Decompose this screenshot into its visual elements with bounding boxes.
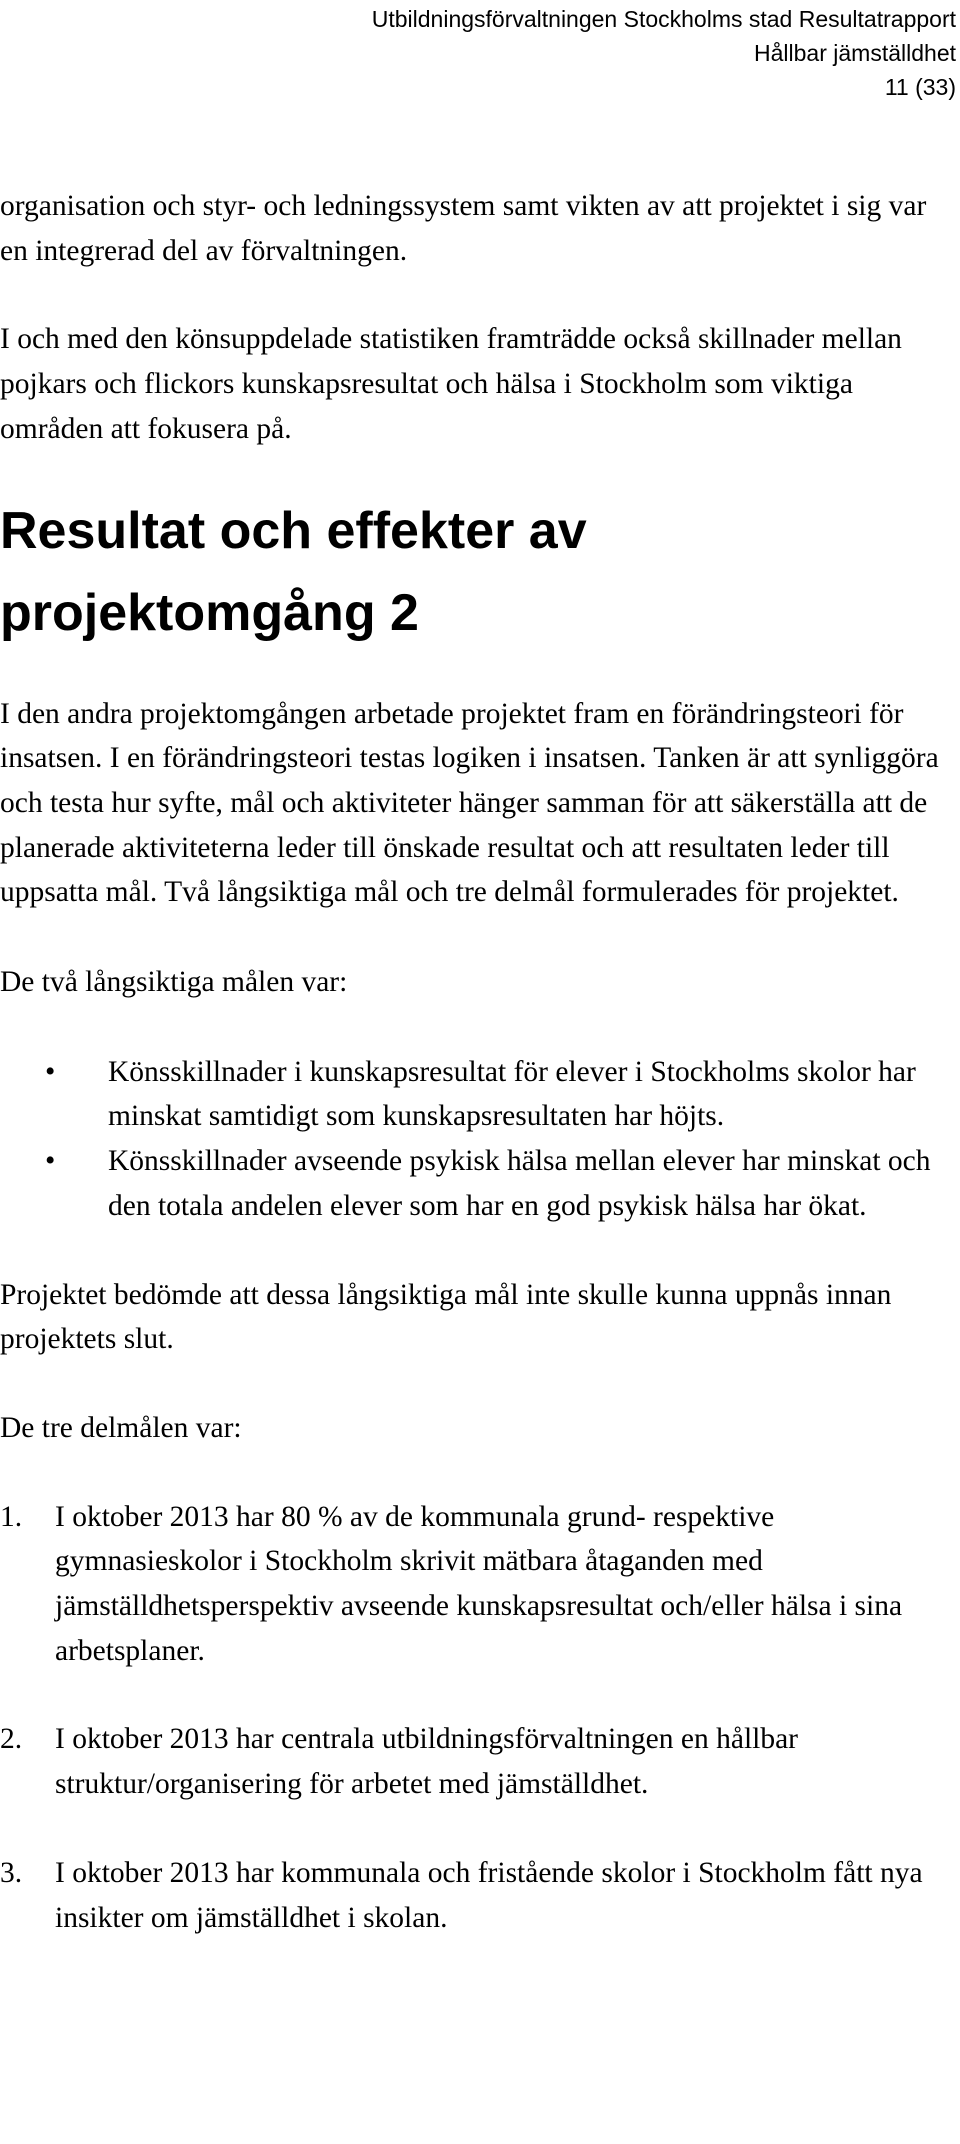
page-header xyxy=(372,2,956,104)
document-body xyxy=(0,184,940,1940)
paragraph-assessment: Projektet bedömde att dessa långsiktiga mål inte skulle kunna uppnås innan projektets slut. xyxy=(0,1278,892,1356)
paragraph-longterm-intro: De två långsiktiga målen var: xyxy=(0,966,348,999)
list-number: 3. xyxy=(0,1856,23,1889)
list-item-text: I oktober 2013 har kommunala och fristående skolor i Stockholm fått nya insikter om jämställdhet i skolan. xyxy=(55,1856,923,1934)
list-item-text: I oktober 2013 har centrala utbildningsförvaltningen en hållbar struktur/organisering för arbetet med jämställdhet. xyxy=(55,1723,799,1801)
page-number: 11 (33) xyxy=(884,74,956,100)
longterm-goals-list xyxy=(0,1050,940,1229)
bullet-icon: • xyxy=(45,1145,56,1178)
list-item-text: Könsskillnader i kunskapsresultat för elever i Stockholms skolor har minskat samtidigt som kunskapsresultaten har höjts. xyxy=(108,1055,916,1133)
list-item xyxy=(0,1717,940,1806)
list-number: 2. xyxy=(0,1723,23,1756)
section-heading: Resultat och effekter av projektomgång 2 xyxy=(0,501,587,642)
list-item-text: Könsskillnader avseende psykisk hälsa mellan elever har minskat och den totala andelen elever som har en god psykisk hälsa har ökat. xyxy=(108,1145,931,1222)
list-item xyxy=(0,1139,940,1228)
list-item xyxy=(0,1495,940,1674)
subgoals-list xyxy=(0,1495,940,1941)
bullet-icon: • xyxy=(45,1055,56,1088)
header-subtitle: Hållbar jämställdhet xyxy=(754,40,956,66)
paragraph-subgoals-intro: De tre delmålen var: xyxy=(0,1411,242,1444)
header-title: Utbildningsförvaltningen Stockholms stad Resultatrapport xyxy=(371,6,956,32)
paragraph-theory: I den andra projektomgången arbetade projektet fram en förändringsteori för insatsen. I en förändringsteori testas logiken i insatsen. Tanken är att synliggöra och testa hur syfte, mål och aktiviteter hänger samman för att säkerställa att de planerade aktiviteterna leder till önskade resultat och att resultaten leder till uppsatta mål. Två långsiktiga mål och tre delmål formulerades för projektet. xyxy=(0,697,939,909)
paragraph-intro: organisation och styr- och ledningssystem samt vikten av att projektet i sig var en integrerad del av förvaltningen. xyxy=(0,190,927,267)
list-item xyxy=(0,1050,940,1139)
list-item xyxy=(0,1851,940,1940)
list-number: 1. xyxy=(0,1500,23,1533)
list-item-text: I oktober 2013 har 80 % av de kommunala grund- respektive gymnasieskolor i Stockholm skrivit mätbara åtaganden med jämställdhetsperspektiv avseende kunskapsresultat och/eller hälsa i sina arbetsplaner. xyxy=(55,1500,903,1667)
paragraph-statistics: I och med den könsuppdelade statistiken framträdde också skillnader mellan pojkars och flickors kunskapsresultat och hälsa i Stockholm som viktiga områden att fokusera på. xyxy=(0,323,902,445)
